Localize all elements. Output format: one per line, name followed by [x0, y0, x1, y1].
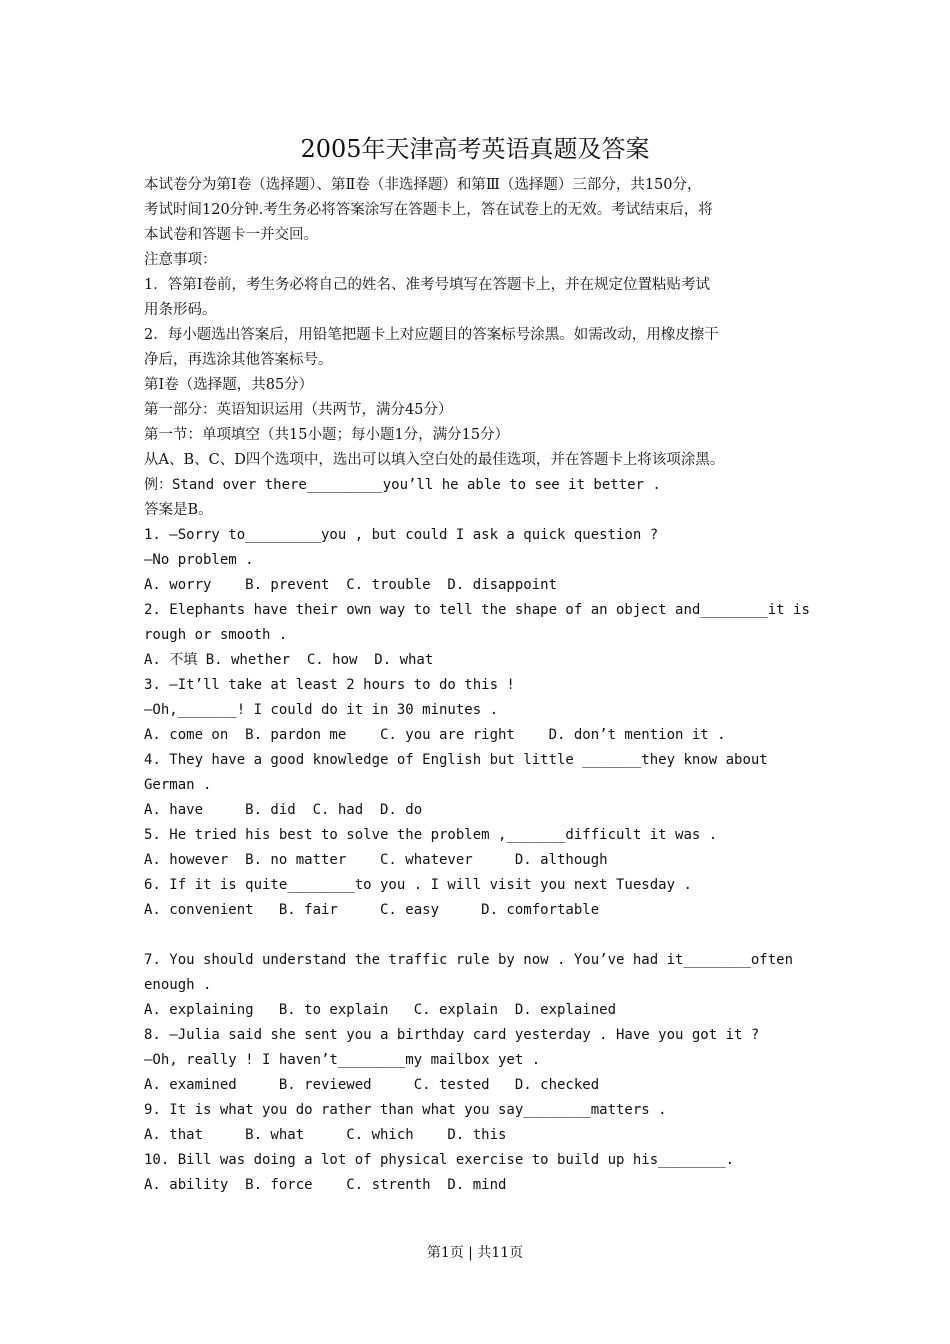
- text-line: 4. They have a good knowledge of English but little _______they know about: [144, 752, 768, 768]
- text-line: enough .: [144, 977, 212, 993]
- text-line: A. have B. did C. had D. do: [144, 802, 423, 818]
- text-line: 第一节：单项填空（共15小题；每小题1分，满分15分）: [144, 427, 510, 443]
- text-line: 9. It is what you do rather than what you say________matters .: [144, 1102, 667, 1118]
- text-line: 答案是B。: [144, 502, 213, 518]
- text-line: —No problem .: [144, 552, 254, 568]
- text-line: 本试卷和答题卡一并交回。: [144, 227, 318, 243]
- text-line: 本试卷分为第Ⅰ卷（选择题）、第Ⅱ卷（非选择题）和第Ⅲ（选择题）三部分，共150分，: [144, 177, 702, 193]
- text-line: 2. Elephants have their own way to tell the shape of an object and________it is: [144, 602, 810, 618]
- text-line: —Oh,_______! I could do it in 30 minutes .: [144, 702, 499, 718]
- page-title: 2005年天津高考英语真题及答案: [300, 135, 650, 163]
- text-line: 考试时间120分钟.考生务必将答案涂写在答题卡上，答在试卷上的无效。考试结束后，将: [144, 202, 713, 218]
- page-footer: 第1页 | 共11页: [426, 1245, 524, 1261]
- text-line: rough or smooth .: [144, 627, 288, 643]
- text-line: 例：Stand over there_________you’ll he able to see it better .: [144, 477, 661, 493]
- text-line: 净后，再选涂其他答案标号。: [144, 352, 333, 368]
- text-line: A. ability B. force C. strenth D. mind: [144, 1177, 507, 1193]
- text-line: 5. He tried his best to solve the problem ,_______difficult it was .: [144, 827, 718, 843]
- text-line: 1．答第Ⅰ卷前，考生务必将自己的姓名、准考号填写在答题卡上，并在规定位置粘贴考试: [144, 277, 710, 293]
- text-line: 注意事项：: [144, 252, 217, 268]
- text-line: A. convenient B. fair C. easy D. comfortable: [144, 902, 600, 918]
- text-line: 8. —Julia said she sent you a birthday card yesterday . Have you got it ?: [144, 1027, 760, 1043]
- text-line: 用条形码。: [144, 302, 217, 318]
- text-line: A. examined B. reviewed C. tested D. checked: [144, 1077, 600, 1093]
- text-line: 2．每小题选出答案后，用铅笔把题卡上对应题目的答案标号涂黑。如需改动，用橡皮擦干: [144, 327, 719, 343]
- text-line: [144, 923, 810, 948]
- text-line: German .: [144, 777, 212, 793]
- text-line: A. worry B. prevent C. trouble D. disappoint: [144, 577, 558, 593]
- text-line: 3. —It’ll take at least 2 hours to do this !: [144, 677, 515, 693]
- text-line: A. however B. no matter C. whatever D. although: [144, 852, 608, 868]
- document-body: [144, 173, 810, 1198]
- text-line: —Oh, really ! I haven’t________my mailbox yet .: [144, 1052, 541, 1068]
- text-line: A. come on B. pardon me C. you are right D. don’t mention it .: [144, 727, 726, 743]
- text-line: 10. Bill was doing a lot of physical exercise to build up his________.: [144, 1152, 735, 1168]
- text-line: 1. —Sorry to_________you , but could I ask a quick question ?: [144, 527, 659, 543]
- text-line: A. explaining B. to explain C. explain D. explained: [144, 1002, 617, 1018]
- text-line: A. 不填 B. whether C. how D. what: [144, 652, 434, 668]
- text-line: 第Ⅰ卷（选择题，共85分）: [144, 377, 314, 393]
- text-line: 第一部分：英语知识运用（共两节，满分45分）: [144, 402, 453, 418]
- text-line: A. that B. what C. which D. this: [144, 1127, 507, 1143]
- text-line: 从A、B、C、D四个选项中，选出可以填入空白处的最佳选项，并在答题卡上将该项涂黑。: [144, 452, 725, 468]
- text-line: 7. You should understand the traffic rule by now . You’ve had it________often: [144, 952, 794, 968]
- text-line: 6. If it is quite________to you . I will visit you next Tuesday .: [144, 877, 692, 893]
